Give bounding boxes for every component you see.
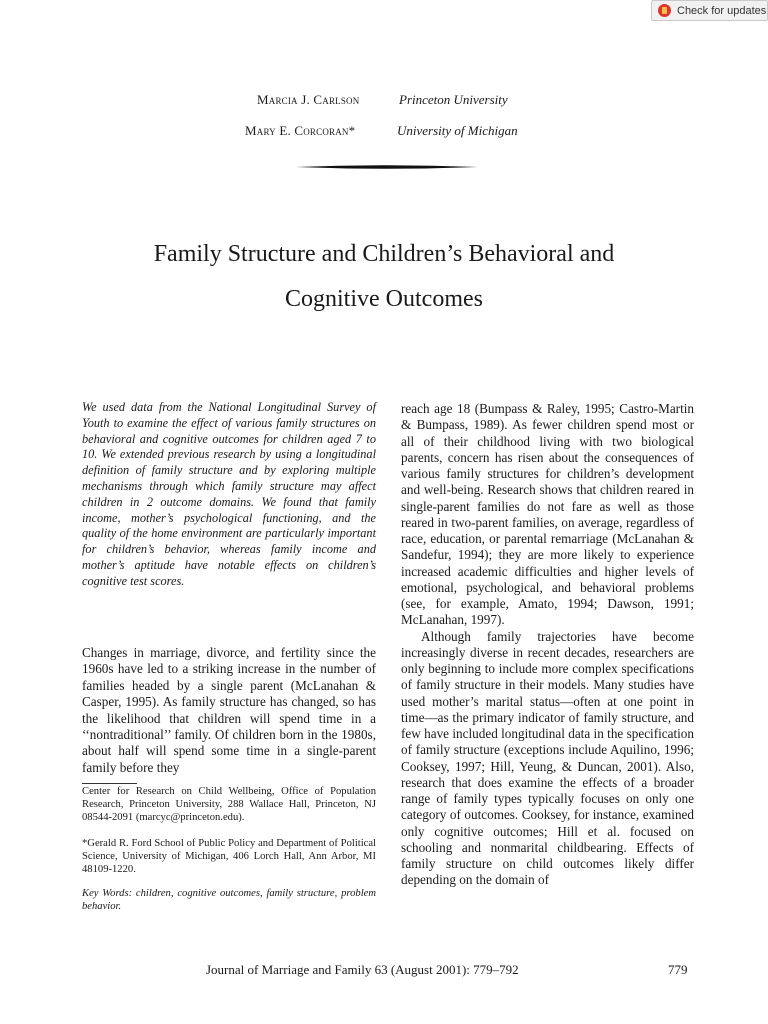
- abstract: We used data from the National Longitudinal Survey of Youth to examine the effect of various family structures on behavioral and cognitive outcomes for children aged 7 to 10. We extended previous research by using a longitudinal definition of family structure and by exploring multiple mechanisms through which family structure may affect children in 2 outcome domains. We found that family income, mother’s psychological functioning, and the quality of the home environment are particularly important for children’s behavior, whereas family income and mother’s aptitude have notable effects on children’s cognitive test scores.: [82, 400, 376, 588]
- footnote-keywords: Key Words: children, cognitive outcomes, family structure, problem behavior.: [82, 888, 376, 913]
- footnote-ford: *Gerald R. Ford School of Public Policy and Department of Political Science, University of Michigan, 406 Lorch Hall, Ann Arbor, MI 48109-1220.: [82, 838, 376, 876]
- crossmark-icon: [658, 4, 671, 17]
- check-for-updates-button[interactable]: [651, 0, 768, 21]
- journal-citation: Journal of Marriage and Family 63 (August 2001): 779–792: [206, 962, 519, 977]
- author-affiliation: University of Michigan: [397, 123, 518, 138]
- body-paragraph: reach age 18 (Bumpass & Raley, 1995; Castro-Martin & Bumpass, 1989). As fewer children spend most or all of their childhood living with two biological parents, concern has risen about the consequences of various family structures for children’s development and well-being. Research shows that children reared in single-parent families do not fare as well as those reared in two-parent families, on average, regardless of race, education, or parental remarriage (McLanahan & Sandefur, 1994); they are more likely to experience increased academic difficulties and higher levels of emotional, psychological, and behavioral problems (see, for example, Amato, 1994; Dawson, 1991; McLanahan, 1997).: [401, 401, 694, 628]
- author-name: Marcia J. Carlson: [257, 92, 360, 107]
- body-paragraph: Although family trajectories have become increasingly diverse in recent decades, researchers are only beginning to include more complex specifications of family structure in their models. Many studies have used mother’s marital status—often at one point in time—as the primary indicator of family structure, and few have included longitudinal data in the specification of family structure (exceptions include Aquilino, 1996; Cooksey, 1997; Hill, Yeung, & Duncan, 2001). Also, research that does examine the effects of a broader range of family types typically focuses on only one category of outcomes. Cooksey, for instance, examined only cognitive outcomes; Hill et al. focused on schooling and nonmarital childbearing. Effects of family structure on child outcomes likely differ depending on the domain of: [401, 628, 694, 888]
- intro-paragraph: Changes in marriage, divorce, and fertility since the 1960s have led to a striking increase in the number of families headed by a single parent (McLanahan & Casper, 1995). As family structure has changed, so has the likelihood that children will spend time in a ‘‘nontraditional’’ family. Of children born in the 1980s, about half will spend some time in a single-parent family before they: [82, 645, 376, 775]
- footnote-center: Center for Research on Child Wellbeing, Office of Population Research, Princeton University, 288 Wallace Hall, Princeton, NJ 08544-2091 (marcyc@princeton.edu).: [82, 786, 376, 824]
- author-row: [245, 123, 355, 139]
- author-affiliation: Princeton University: [399, 92, 508, 107]
- author-name: Mary E. Corcoran*: [245, 123, 356, 138]
- paper-title-line-2: Cognitive Outcomes: [285, 286, 483, 312]
- page-number: 779: [668, 962, 688, 977]
- right-column: [401, 401, 694, 889]
- check-for-updates-label: Check for updates: [677, 4, 767, 17]
- paper-title-line-1: Family Structure and Children’s Behavioral and: [153, 241, 615, 267]
- footnote-rule: [82, 783, 137, 784]
- author-row: [257, 92, 359, 108]
- title-ornament-divider: [296, 165, 478, 169]
